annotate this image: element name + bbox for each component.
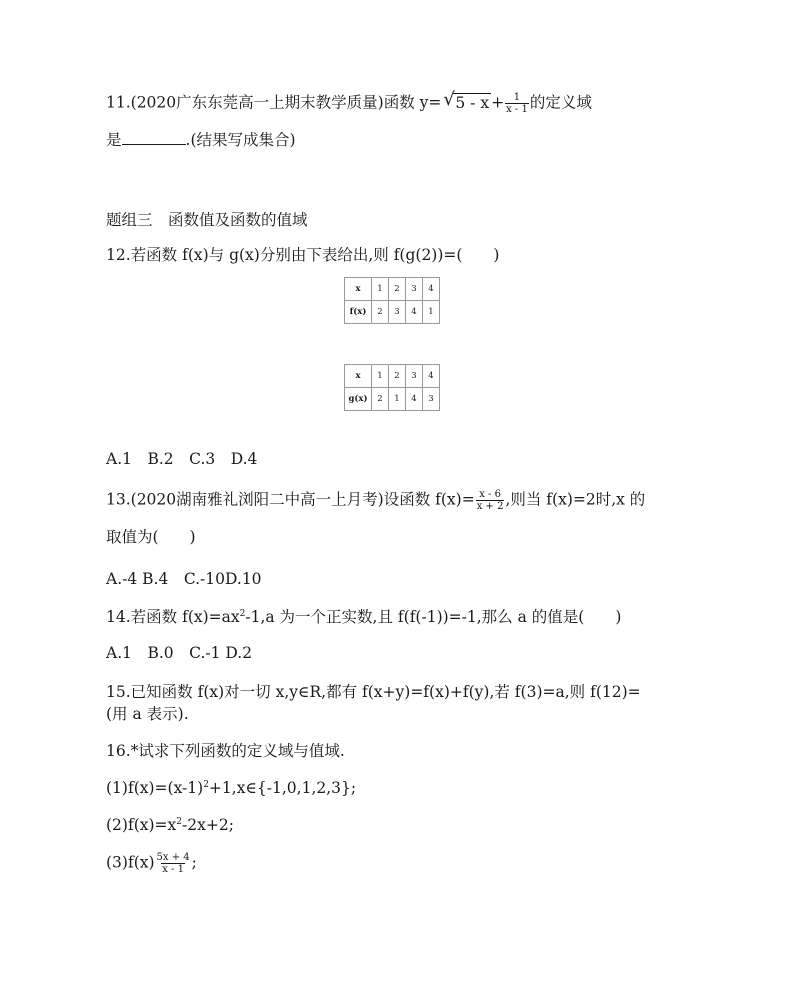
q12-options: A.1 B.2 C.3 D.4 — [106, 450, 258, 468]
q11-line2-prefix: 是 — [106, 131, 122, 149]
sqrt-radicand: 5 - x — [455, 93, 490, 112]
table-cell: 3 — [389, 301, 406, 324]
fraction-numerator: 1 — [513, 92, 521, 103]
q11-line2-suffix: .(结果写成集合) — [185, 131, 296, 149]
fraction-numerator: 5x + 4 — [156, 852, 190, 863]
q16-part3-suffix: ; — [191, 853, 197, 872]
table-cell: 4 — [406, 301, 423, 324]
section-title: 题组三 函数值及函数的值域 — [106, 211, 308, 229]
exponent: 2 — [203, 780, 209, 790]
table-cell: 2 — [389, 365, 406, 388]
table-cell: 4 — [406, 388, 423, 411]
table-cell: 1 — [389, 388, 406, 411]
table-cell: f(x) — [345, 301, 372, 324]
q11-line1 — [106, 88, 592, 115]
table-cell: x — [345, 278, 372, 301]
table-cell: 2 — [372, 301, 389, 324]
exponent: 2 — [239, 609, 246, 619]
q16-part2 — [106, 815, 234, 835]
table-cell: x — [345, 365, 372, 388]
answer-blank[interactable] — [122, 130, 186, 145]
q16-part1-prefix: (1)f(x)=(x-1) — [106, 779, 204, 797]
table-cell: 1 — [372, 278, 389, 301]
q14-suffix: -1,a 为一个正实数,且 f(f(-1))=-1,那么 a 的值是( ) — [245, 608, 622, 626]
g-table — [344, 364, 440, 411]
table-cell: 4 — [423, 365, 440, 388]
table-row — [345, 301, 440, 324]
table-cell: 3 — [406, 278, 423, 301]
q11-prefix: 11.(2020广东东莞高一上期末教学质量)函数 y= — [106, 93, 442, 112]
q14-options: A.1 B.0 C.-1 D.2 — [106, 644, 253, 662]
q11-line2 — [106, 130, 296, 150]
q11-suffix: 的定义域 — [529, 93, 592, 112]
fraction-denominator: x - 1 — [162, 864, 184, 875]
q11-plus: + — [491, 93, 505, 112]
table-row — [345, 388, 440, 411]
table-cell: 3 — [423, 388, 440, 411]
q14-prefix: 14.若函数 f(x)=ax — [106, 608, 240, 626]
q13-fraction — [476, 489, 505, 512]
table-row — [345, 278, 440, 301]
fraction-denominator: x + 2 — [476, 501, 504, 512]
q13-line1 — [106, 489, 645, 512]
q16-part3-fraction — [156, 852, 191, 875]
sqrt-expression: √ 5 - x — [443, 88, 490, 112]
table-row — [345, 365, 440, 388]
q16-part3-prefix: (3)f(x) — [106, 853, 155, 872]
q14-stem — [106, 607, 621, 627]
q13-line2: 取值为( ) — [106, 528, 196, 546]
q16-part1-suffix: +1,x∈{-1,0,1,2,3}; — [208, 779, 357, 797]
q11-fraction — [505, 92, 529, 115]
table-cell: 2 — [372, 388, 389, 411]
f-table — [344, 277, 440, 324]
table-cell: 1 — [423, 301, 440, 324]
table-cell: 1 — [372, 365, 389, 388]
table-cell: 2 — [389, 278, 406, 301]
q16-part3 — [106, 852, 197, 875]
q16-part1 — [106, 778, 356, 798]
q12-stem: 12.若函数 f(x)与 g(x)分别由下表给出,则 f(g(2))=( ) — [106, 246, 500, 264]
exponent: 2 — [176, 817, 182, 827]
q13-options: A.-4 B.4 C.-10D.10 — [106, 570, 262, 588]
table-cell: 3 — [406, 365, 423, 388]
fraction-numerator: x - 6 — [479, 489, 501, 500]
q16-stem: 16.*试求下列函数的定义域与值域. — [106, 742, 345, 760]
table-cell: g(x) — [345, 388, 372, 411]
q15-line1: 15.已知函数 f(x)对一切 x,y∈R,都有 f(x+y)=f(x)+f(y),若 f(3)=a,则 f(12)= — [106, 683, 641, 701]
q16-part2-prefix: (2)f(x)=x — [106, 816, 177, 834]
q13-suffix: ,则当 f(x)=2时,x 的 — [505, 490, 646, 509]
fraction-denominator: x - 1 — [506, 104, 528, 115]
table-cell: 4 — [423, 278, 440, 301]
q13-prefix: 13.(2020湖南雅礼浏阳二中高一上月考)设函数 f(x)= — [106, 490, 475, 509]
q15-line2: (用 a 表示). — [106, 705, 189, 723]
q16-part2-suffix: -2x+2; — [182, 816, 234, 834]
